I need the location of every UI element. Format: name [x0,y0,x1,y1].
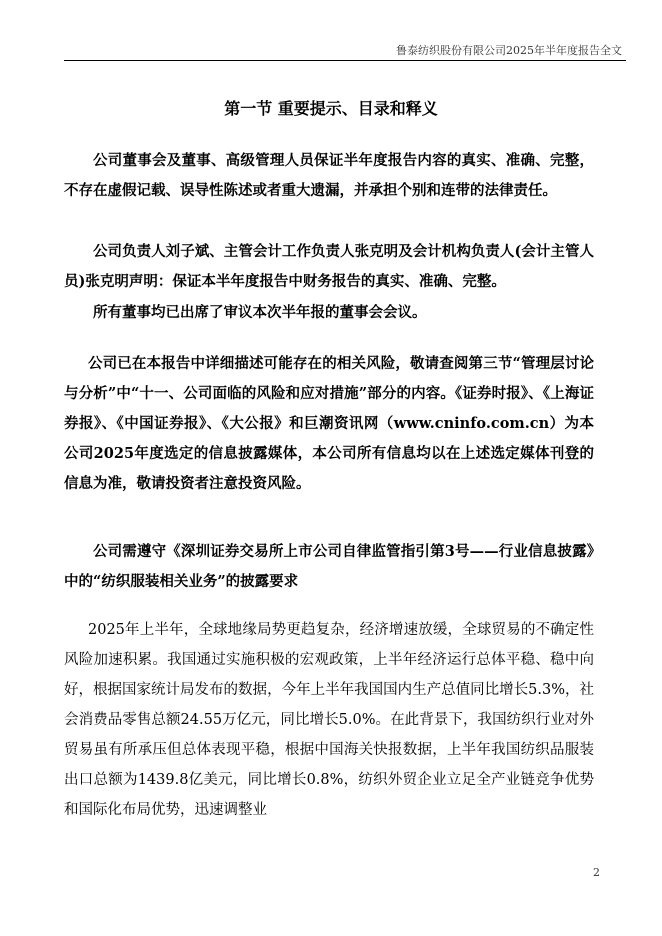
paragraph-risk-notice: 公司已在本报告中详细描述可能存在的相关风险，敬请查阅第三节“管理层讨论与分析”中“十一、公司面临的风险和应对措施”部分的内容。《证券时报》、《上海证券报》、《中国证券报》、《大公报》和巨潮资讯网（www.cninfo.com.cn）为本公司2025年度选定的信息披露媒体，本公司所有信息均以在上述选定媒体刊登的信息为准，敬请投资者注意投资风险。 [64,355,594,492]
header-rule [64,60,626,61]
paragraph-responsibility-statement: 公司董事会及董事、高级管理人员保证半年度报告内容的真实、准确、完整，不存在虚假记载、误导性陈述或者重大遗漏，并承担个别和连带的法律责任。 [64,152,594,199]
paragraph-board-attendance: 所有董事均已出席了审议本次半年报的董事会会议。 [93,304,427,321]
paragraph-industry-overview: 2025年上半年，全球地缘局势更趋复杂，经济增速放缓，全球贸易的不确定性风险加速积累。我国通过实施积极的宏观政策，上半年经济运行总体平稳、稳中向好，根据国家统计局发布的数据，今年上半年我国国内生产总值同比增长5.3%，社会消费品零售总额24.55万亿元，同比增长5.0%。在此背景下，我国纺织行业对外贸易虽有所承压但总体表现平稳，根据中国海关快报数据，上半年我国纺织品服装出口总额为1439.8亿美元，同比增长0.8%，纺织外贸企业立足全产业链竞争优势和国际化布局优势，迅速调整业 [64,622,594,818]
paragraph-disclosure-requirement: 公司需遵守《深圳证券交易所上市公司自律监管指引第3号——行业信息披露》中的“纺织服装相关业务”的披露要求 [64,543,594,590]
paragraph-accuracy-declaration: 公司负责人刘子斌、主管会计工作负责人张克明及会计机构负责人(会计主管人员)张克明声明：保证本半年度报告中财务报告的真实、准确、完整。 [64,243,594,290]
page-number: 2 [593,866,600,879]
running-header: 鲁泰纺织股份有限公司2025年半年度报告全文 [396,44,622,57]
section-title: 第一节 重要提示、目录和释义 [224,99,438,118]
